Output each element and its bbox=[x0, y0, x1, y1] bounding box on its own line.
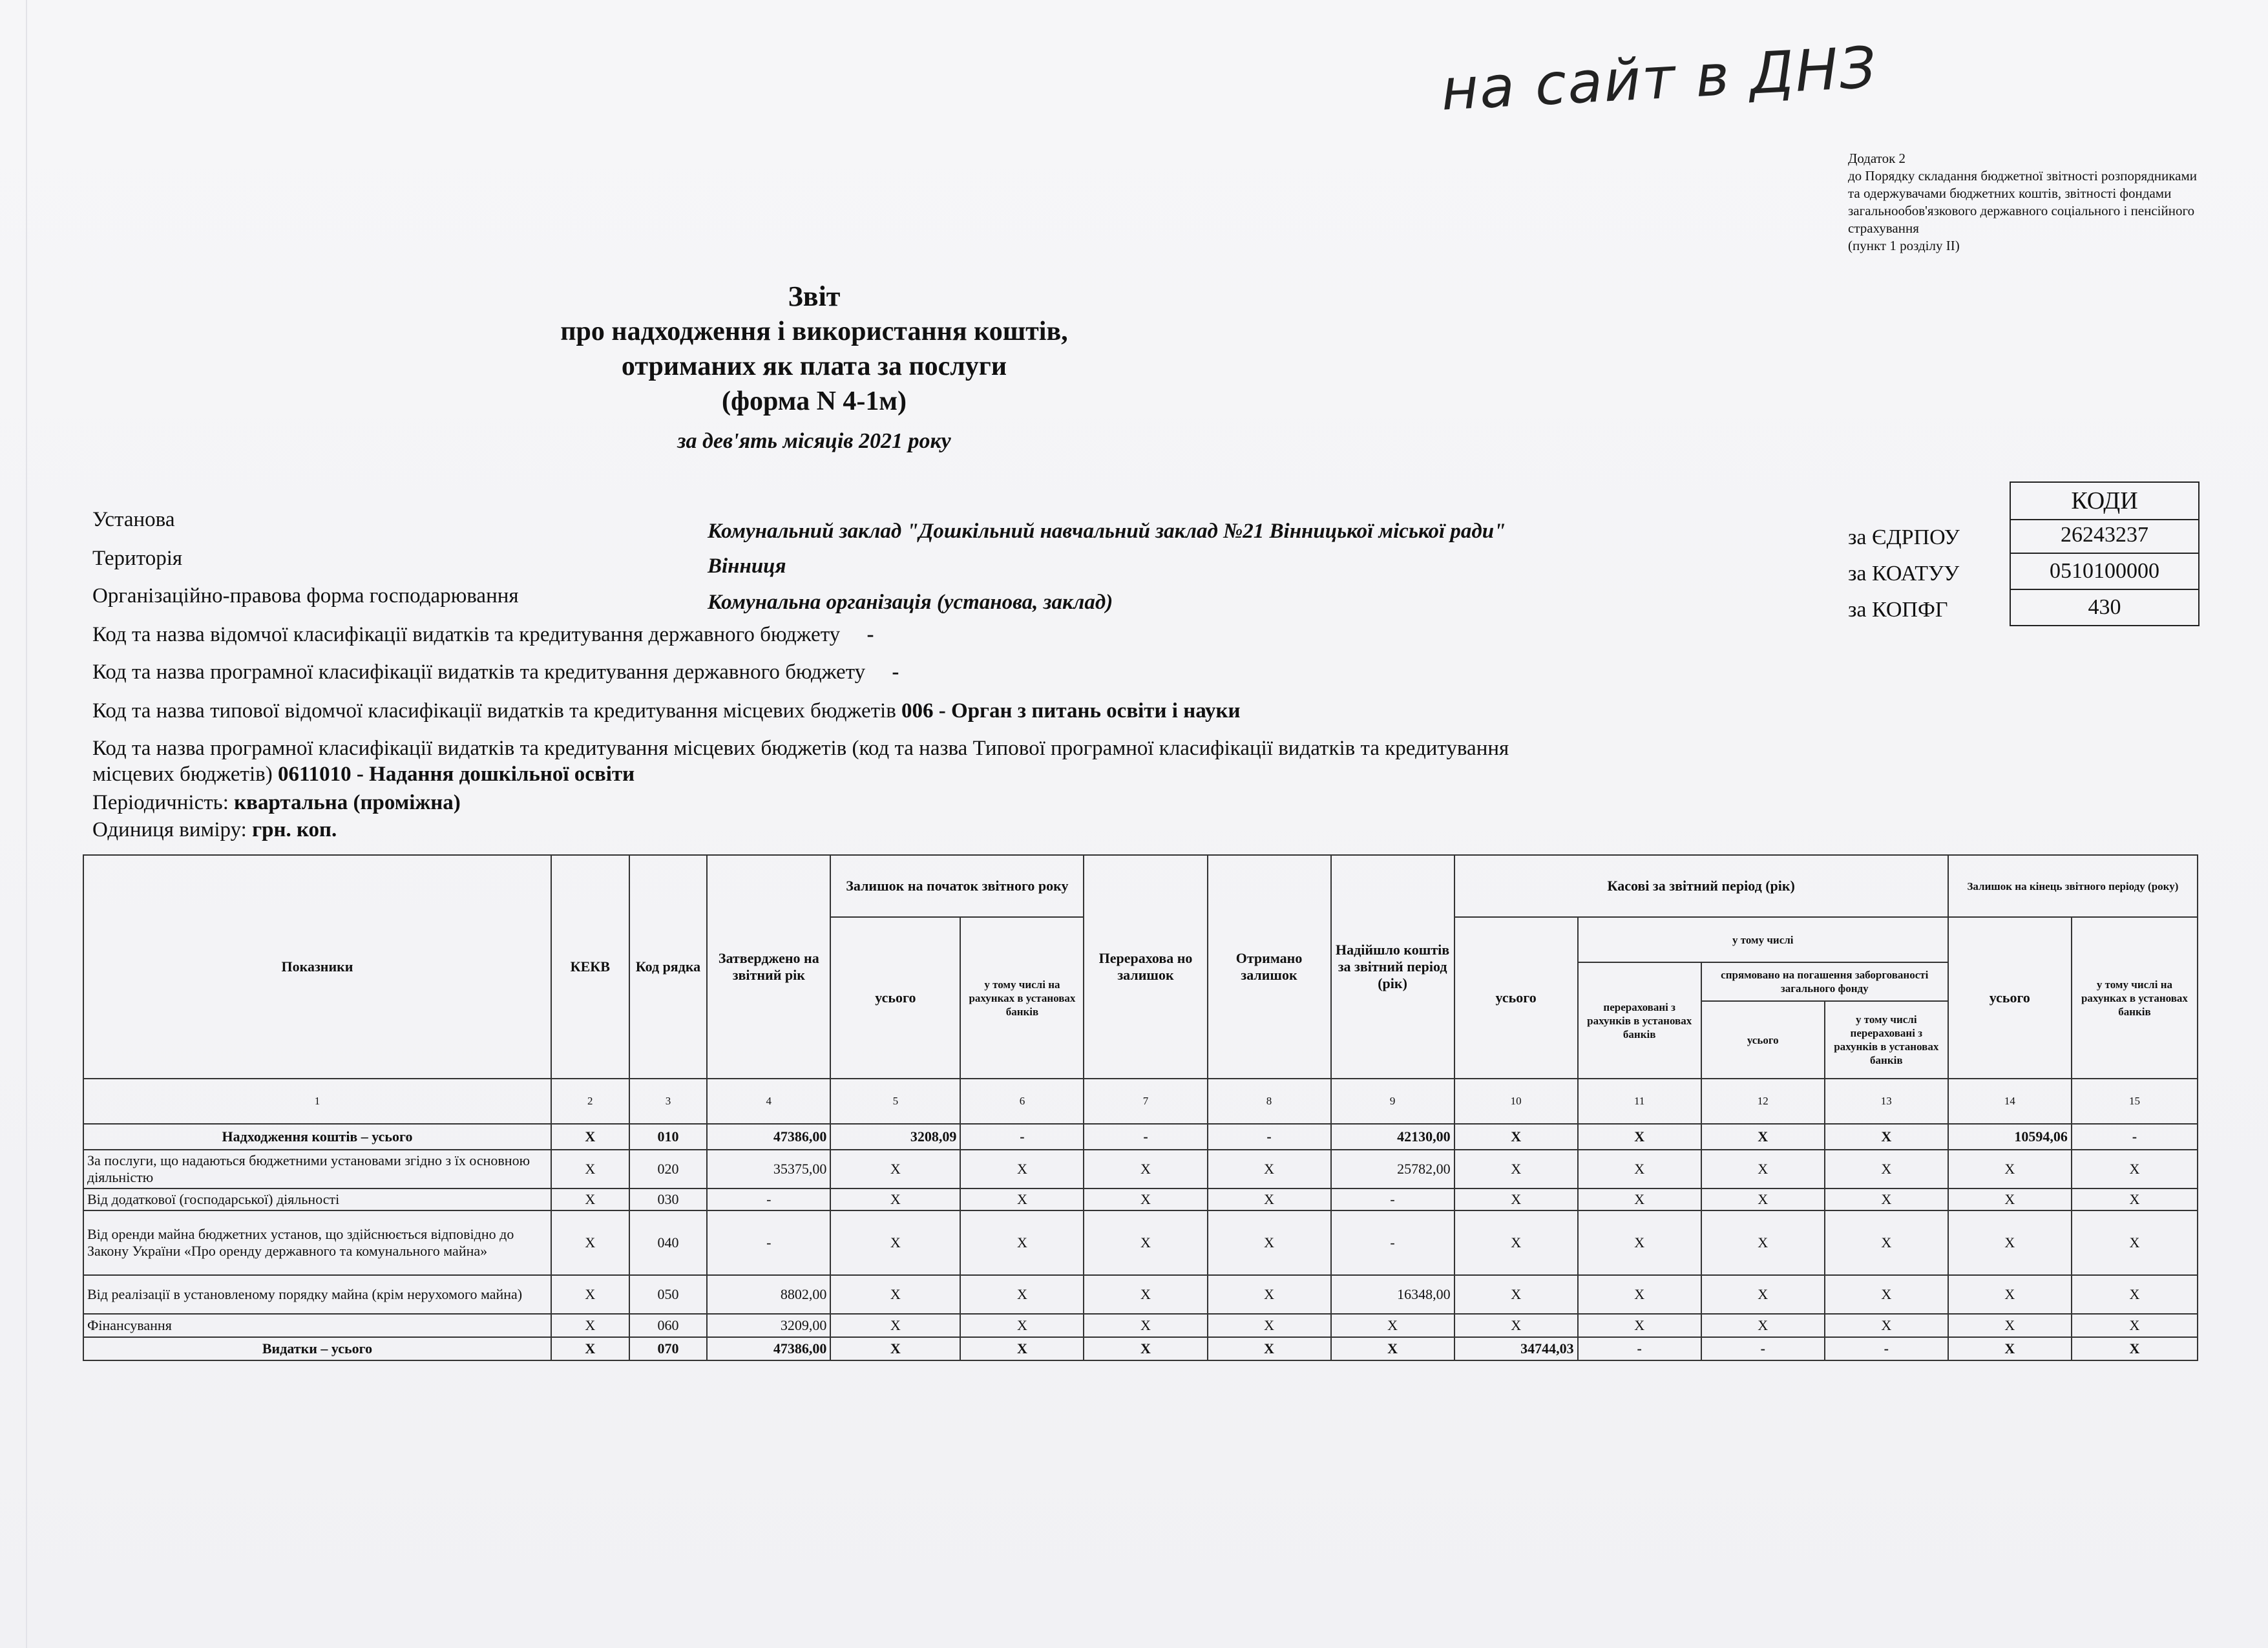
code-koatuu bbox=[1848, 554, 2200, 590]
table-cell: X bbox=[1825, 1275, 1948, 1314]
table-cell: X bbox=[1825, 1150, 1948, 1188]
territory-value: Вінниця bbox=[708, 555, 786, 578]
table-cell: - bbox=[2072, 1124, 2198, 1150]
state-prog-value: - bbox=[892, 660, 899, 684]
table-cell: X bbox=[1948, 1188, 2072, 1210]
table-cell: X bbox=[1825, 1314, 1948, 1337]
table-cell: - bbox=[1084, 1124, 1207, 1150]
institution-label: Установа bbox=[92, 508, 175, 531]
table-cell: - bbox=[960, 1124, 1084, 1150]
table-cell: X bbox=[1948, 1314, 2072, 1337]
table-cell: X bbox=[960, 1150, 1084, 1188]
table-row bbox=[83, 1150, 2198, 1188]
column-number: 8 bbox=[1208, 1079, 1331, 1124]
column-number: 7 bbox=[1084, 1079, 1207, 1124]
header-balance-start-total: усього bbox=[830, 917, 960, 1079]
column-number: 2 bbox=[551, 1079, 629, 1124]
annex-line-1: Додаток 2 bbox=[1848, 151, 1906, 166]
table-cell: X bbox=[1208, 1275, 1331, 1314]
title-line-1: Звіт bbox=[788, 280, 841, 312]
table-cell: - bbox=[1331, 1210, 1454, 1275]
table-cell: X bbox=[1208, 1210, 1331, 1275]
code-label: за ЄДРПОУ bbox=[1848, 525, 1960, 549]
table-cell: - bbox=[1578, 1337, 1701, 1360]
table-cell: X bbox=[2072, 1275, 2198, 1314]
column-number: 3 bbox=[629, 1079, 708, 1124]
annex-line-2: до Порядку складання бюджетної звітності розпорядниками та одержувачами бюджетних коштів, звітності фондами загальнообов'язкового державного соціального і пенсійного страхування bbox=[1848, 168, 2198, 236]
table-row bbox=[83, 1314, 2198, 1337]
periodicity-row bbox=[92, 790, 461, 816]
unit-label: Одиниця виміру: bbox=[92, 818, 247, 841]
table-cell: 020 bbox=[629, 1150, 708, 1188]
local-dept-value: 006 - Орган з питань освіти і науки bbox=[901, 699, 1241, 723]
table-cell: X bbox=[2072, 1337, 2198, 1360]
table-cell: X bbox=[551, 1314, 629, 1337]
table-cell: - bbox=[1331, 1188, 1454, 1210]
table-cell: X bbox=[830, 1314, 960, 1337]
table-cell: X bbox=[1084, 1314, 1207, 1337]
column-number: 10 bbox=[1454, 1079, 1578, 1124]
table-cell: X bbox=[1454, 1124, 1578, 1150]
header-cash-debt-banks: у тому числі перераховані з рахунків в установах банків bbox=[1825, 1001, 1948, 1079]
row-label: Видатки – усього bbox=[83, 1337, 551, 1360]
table-cell: X bbox=[1578, 1124, 1701, 1150]
table-cell: X bbox=[551, 1337, 629, 1360]
code-value: 430 bbox=[2010, 590, 2200, 626]
table-cell: X bbox=[1208, 1337, 1331, 1360]
table-cell: X bbox=[1825, 1188, 1948, 1210]
codes-header: КОДИ bbox=[2010, 481, 2200, 520]
table-cell: 8802,00 bbox=[707, 1275, 830, 1314]
table-cell: X bbox=[1578, 1275, 1701, 1314]
title-line-2: про надходження і використання коштів, отриманих як плата за послуги bbox=[560, 317, 1068, 381]
row-label: Від реалізації в установленому порядку майна (крім нерухомого майна) bbox=[83, 1275, 551, 1314]
table-row bbox=[83, 1124, 2198, 1150]
column-number: 15 bbox=[2072, 1079, 2198, 1124]
table-cell: X bbox=[551, 1210, 629, 1275]
row-label: Від додаткової (господарської) діяльності bbox=[83, 1188, 551, 1210]
row-label: Надходження коштів – усього bbox=[83, 1124, 551, 1150]
row-label: Фінансування bbox=[83, 1314, 551, 1337]
state-dept-value: - bbox=[866, 623, 874, 646]
table-cell: X bbox=[1578, 1314, 1701, 1337]
header-transferred: Перерахова но залишок bbox=[1084, 855, 1207, 1079]
legal-form-value: Комунальна організація (установа, заклад) bbox=[708, 591, 1113, 614]
state-dept-label: Код та назва відомчої класифікації видатків та кредитування державного бюджету bbox=[92, 623, 841, 646]
paper-crease bbox=[26, 0, 27, 1648]
table-cell: - bbox=[1208, 1124, 1331, 1150]
table-cell: X bbox=[1208, 1314, 1331, 1337]
code-label: за КОАТУУ bbox=[1848, 562, 1960, 586]
table-cell: X bbox=[1084, 1150, 1207, 1188]
local-prog-label-1: Код та назва програмної класифікації видатків та кредитування місцевих бюджетів (код та назва Типової програмної класифікації видатків та кредитування bbox=[92, 737, 1509, 760]
table-cell: 050 bbox=[629, 1275, 708, 1314]
table-cell: X bbox=[1084, 1188, 1207, 1210]
column-number: 13 bbox=[1825, 1079, 1948, 1124]
table-cell: X bbox=[1948, 1275, 2072, 1314]
local-prog-label-2: місцевих бюджетів) bbox=[92, 763, 273, 786]
periodicity-label: Періодичність: bbox=[92, 791, 229, 814]
table-cell: 25782,00 bbox=[1331, 1150, 1454, 1188]
table-cell: X bbox=[551, 1150, 629, 1188]
territory-label: Територія bbox=[92, 547, 183, 570]
header-kekv: КЕКВ bbox=[551, 855, 629, 1079]
header-received: Отримано залишок bbox=[1208, 855, 1331, 1079]
local-dept-row bbox=[92, 698, 1241, 724]
column-number: 11 bbox=[1578, 1079, 1701, 1124]
table-cell: X bbox=[1701, 1188, 1825, 1210]
table-cell: X bbox=[830, 1275, 960, 1314]
header-cash: Касові за звітний період (рік) bbox=[1454, 855, 1948, 917]
header-cash-total: усього bbox=[1454, 917, 1578, 1079]
row-label: Від оренди майна бюджетних установ, що здійснюється відповідно до Закону України «Про оренду державного та комунального майна» bbox=[83, 1210, 551, 1275]
table-cell: 010 bbox=[629, 1124, 708, 1150]
table-cell: X bbox=[1084, 1210, 1207, 1275]
header-indicator: Показники bbox=[83, 855, 551, 1079]
column-numbers-row bbox=[83, 1079, 2198, 1124]
table-row bbox=[83, 1337, 2198, 1360]
header-income: Надійшло коштів за звітний період (рік) bbox=[1331, 855, 1454, 1079]
handwritten-note: на сайт в ДНЗ bbox=[1439, 34, 1879, 123]
header-balance-start: Залишок на початок звітного року bbox=[830, 855, 1084, 917]
row-label: За послуги, що надаються бюджетними установами згідно з їх основною діяльністю bbox=[83, 1150, 551, 1188]
table-cell: X bbox=[1701, 1150, 1825, 1188]
column-number: 9 bbox=[1331, 1079, 1454, 1124]
table-cell: - bbox=[707, 1210, 830, 1275]
table-row bbox=[83, 1275, 2198, 1314]
code-value: 0510100000 bbox=[2010, 554, 2200, 590]
table-cell: X bbox=[1948, 1150, 2072, 1188]
title-period: за дев'ять місяців 2021 року bbox=[677, 429, 951, 453]
legal-form-label: Організаційно-правова форма господарювання bbox=[92, 584, 519, 607]
table-cell: X bbox=[960, 1314, 1084, 1337]
table-cell: X bbox=[1331, 1314, 1454, 1337]
unit-value: грн. коп. bbox=[252, 818, 337, 841]
table-cell: X bbox=[960, 1275, 1084, 1314]
table-cell: X bbox=[1701, 1314, 1825, 1337]
table-cell: 070 bbox=[629, 1337, 708, 1360]
local-prog-row bbox=[92, 735, 1759, 787]
state-prog-row bbox=[92, 659, 899, 685]
state-dept-row bbox=[92, 622, 874, 648]
table-cell: 42130,00 bbox=[1331, 1124, 1454, 1150]
table-cell: X bbox=[1454, 1275, 1578, 1314]
annex-line-3: (пункт 1 розділу II) bbox=[1848, 238, 1960, 253]
unit-row bbox=[92, 817, 337, 843]
annex-note bbox=[1848, 150, 2210, 255]
table-cell: X bbox=[551, 1275, 629, 1314]
table-cell: X bbox=[1331, 1337, 1454, 1360]
code-edrpou bbox=[1848, 518, 2200, 554]
table-cell: X bbox=[1454, 1188, 1578, 1210]
table-cell: X bbox=[1825, 1124, 1948, 1150]
header-cash-incl: у тому числі bbox=[1578, 917, 1948, 962]
table-cell: X bbox=[1825, 1210, 1948, 1275]
table-cell: X bbox=[1454, 1150, 1578, 1188]
table-cell: 030 bbox=[629, 1188, 708, 1210]
table-cell: X bbox=[2072, 1314, 2198, 1337]
table-cell: X bbox=[1701, 1124, 1825, 1150]
table-cell: X bbox=[1701, 1275, 1825, 1314]
local-prog-line-2 bbox=[92, 761, 1759, 787]
header-balance-start-banks: у тому числі на рахунках в установах банків bbox=[960, 917, 1084, 1079]
table-cell: X bbox=[1948, 1337, 2072, 1360]
header-cash-transferred: перераховані з рахунків в установах банків bbox=[1578, 962, 1701, 1079]
table-cell: X bbox=[1454, 1210, 1578, 1275]
table-cell: X bbox=[1084, 1337, 1207, 1360]
table-cell: X bbox=[1948, 1210, 2072, 1275]
table-cell: X bbox=[551, 1188, 629, 1210]
table-cell: X bbox=[830, 1188, 960, 1210]
report-table bbox=[83, 854, 2198, 1361]
table-row bbox=[83, 1210, 2198, 1275]
table-cell: X bbox=[1208, 1188, 1331, 1210]
local-prog-value: 0611010 - Надання дошкільної освіти bbox=[277, 763, 635, 786]
periodicity-value: квартальна (проміжна) bbox=[234, 791, 461, 814]
table-cell: X bbox=[1084, 1275, 1207, 1314]
table-cell: X bbox=[960, 1210, 1084, 1275]
header-cash-debt: спрямовано на погашення заборгованості загального фонду bbox=[1701, 962, 1948, 1001]
title-line-3: (форма N 4-1м) bbox=[721, 386, 907, 416]
code-kopfg bbox=[1848, 590, 2200, 626]
table-cell: X bbox=[830, 1150, 960, 1188]
header-cash-debt-total: усього bbox=[1701, 1001, 1825, 1079]
local-dept-label: Код та назва типової відомчої класифікації видатків та кредитування місцевих бюджетів bbox=[92, 699, 896, 723]
table-cell: 040 bbox=[629, 1210, 708, 1275]
table-cell: 16348,00 bbox=[1331, 1275, 1454, 1314]
column-number: 6 bbox=[960, 1079, 1084, 1124]
table-cell: X bbox=[1578, 1150, 1701, 1188]
table-cell: X bbox=[960, 1188, 1084, 1210]
column-number: 14 bbox=[1948, 1079, 2072, 1124]
code-label: за КОПФГ bbox=[1848, 598, 1948, 622]
column-number: 12 bbox=[1701, 1079, 1825, 1124]
table-cell: - bbox=[1701, 1337, 1825, 1360]
table-cell: X bbox=[551, 1124, 629, 1150]
report-title bbox=[491, 279, 1137, 454]
header-approved: Затверджено на звітний рік bbox=[707, 855, 830, 1079]
table-body bbox=[83, 1124, 2198, 1360]
table-cell: 3209,00 bbox=[707, 1314, 830, 1337]
state-prog-label: Код та назва програмної класифікації видатків та кредитування державного бюджету bbox=[92, 660, 866, 684]
table-row bbox=[83, 1188, 2198, 1210]
table-cell: X bbox=[1578, 1210, 1701, 1275]
table-cell: X bbox=[1208, 1150, 1331, 1188]
table-cell: 3208,09 bbox=[830, 1124, 960, 1150]
table-cell: 34744,03 bbox=[1454, 1337, 1578, 1360]
column-number: 1 bbox=[83, 1079, 551, 1124]
table-cell: 47386,00 bbox=[707, 1124, 830, 1150]
table-cell: X bbox=[2072, 1188, 2198, 1210]
column-number: 5 bbox=[830, 1079, 960, 1124]
table-cell: 47386,00 bbox=[707, 1337, 830, 1360]
table-cell: X bbox=[830, 1337, 960, 1360]
header-balance-end-total: усього bbox=[1948, 917, 2072, 1079]
header-balance-end-banks: у тому числі на рахунках в установах банків bbox=[2072, 917, 2198, 1079]
header-row-code: Код рядка bbox=[629, 855, 708, 1079]
table-cell: 060 bbox=[629, 1314, 708, 1337]
header-balance-end: Залишок на кінець звітного періоду (року) bbox=[1948, 855, 2198, 917]
table-cell: X bbox=[1701, 1210, 1825, 1275]
column-number: 4 bbox=[707, 1079, 830, 1124]
table-cell: X bbox=[2072, 1150, 2198, 1188]
table-cell: X bbox=[830, 1210, 960, 1275]
table-cell: X bbox=[960, 1337, 1084, 1360]
table-cell: - bbox=[707, 1188, 830, 1210]
table-cell: - bbox=[1825, 1337, 1948, 1360]
code-value: 26243237 bbox=[2010, 518, 2200, 554]
table-cell: X bbox=[2072, 1210, 2198, 1275]
table-cell: 10594,06 bbox=[1948, 1124, 2072, 1150]
institution-value: Комунальний заклад "Дошкільний навчальний заклад №21 Вінницької міської ради" bbox=[708, 520, 1506, 543]
table-cell: X bbox=[1454, 1314, 1578, 1337]
table-cell: 35375,00 bbox=[707, 1150, 830, 1188]
table-cell: X bbox=[1578, 1188, 1701, 1210]
